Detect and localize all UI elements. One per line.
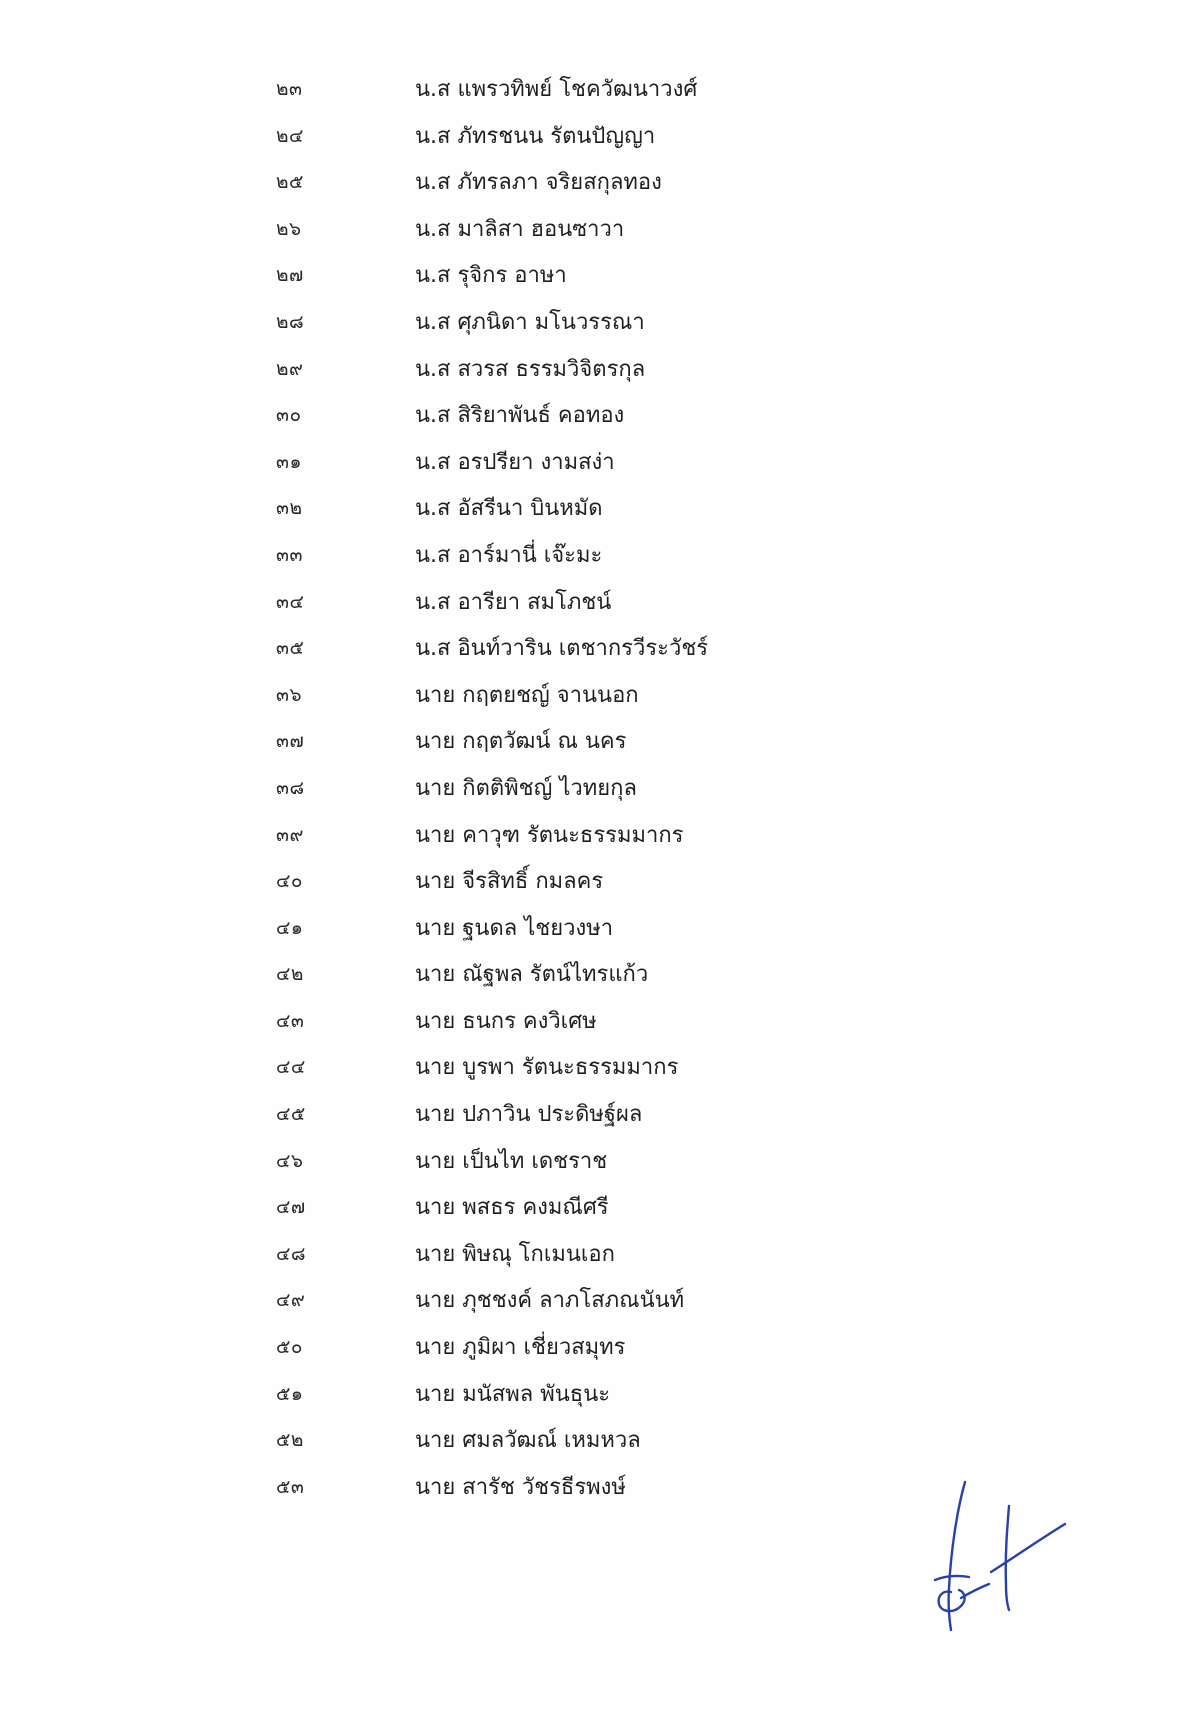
list-item <box>0 1279 1204 1326</box>
entry-name: นาย พิษณุ โกเมนเอก <box>415 1241 615 1267</box>
entry-number: ๒๘ <box>276 310 305 333</box>
entry-number: ๓๐ <box>276 404 302 427</box>
entry-number: ๓๗ <box>276 730 305 753</box>
entry-number: ๔๘ <box>276 1242 307 1265</box>
signature-stroke-1 <box>949 1482 965 1630</box>
entry-name: นาย ธนกร คงวิเศษ <box>415 1008 597 1034</box>
entry-number: ๒๖ <box>276 217 302 240</box>
list-item <box>0 68 1204 115</box>
entry-number: ๔๗ <box>276 1196 306 1219</box>
list-item <box>0 1140 1204 1187</box>
entry-name: นาย ศมลวัฒณ์ เหมหวล <box>415 1428 641 1454</box>
entry-number: ๒๔ <box>276 124 304 147</box>
list-item <box>0 860 1204 907</box>
entry-name: นาย กฤตวัฒน์ ณ นคร <box>415 729 627 755</box>
list-item <box>0 1046 1204 1093</box>
entry-number: ๕๓ <box>276 1475 305 1498</box>
entry-name: นาย มนัสพล พันธุนะ <box>415 1381 611 1407</box>
entry-name: นาย ปภาวิน ประดิษฐ์ผล <box>415 1102 643 1128</box>
list-item <box>0 254 1204 301</box>
list-item <box>0 1326 1204 1373</box>
entry-number: ๔๔ <box>276 1056 306 1079</box>
entry-number: ๓๓ <box>276 543 303 566</box>
list-item <box>0 1419 1204 1466</box>
name-list <box>0 68 1204 1512</box>
entry-number: ๓๑ <box>276 450 303 473</box>
list-item <box>0 208 1204 255</box>
list-item <box>0 627 1204 674</box>
entry-number: ๓๘ <box>276 776 305 799</box>
signature-image <box>905 1480 1075 1640</box>
list-item <box>0 441 1204 488</box>
entry-name: น.ส มาลิสา ฮอนซาวา <box>415 216 625 242</box>
entry-number: ๓๖ <box>276 683 303 706</box>
entry-name: นาย พสธร คงมณีศรี <box>415 1195 609 1221</box>
entry-name: นาย บูรพา รัตนะธรรมมากร <box>415 1055 679 1081</box>
entry-number: ๕๒ <box>276 1429 304 1452</box>
list-item <box>0 1373 1204 1420</box>
entry-name: น.ส สิริยาพันธ์ คอทอง <box>415 403 625 429</box>
entry-number: ๓๕ <box>276 637 305 660</box>
signature-stroke-3 <box>939 1590 965 1611</box>
entry-name: นาย สารัช วัชรธีรพงษ์ <box>415 1474 626 1500</box>
signature-stroke-5 <box>1006 1506 1009 1610</box>
list-item <box>0 814 1204 861</box>
list-item <box>0 720 1204 767</box>
signature-stroke-4 <box>961 1584 989 1598</box>
entry-name: น.ส ภัทรชนน รัตนปัญญา <box>415 123 656 149</box>
entry-name: นาย กฤตยชญ์ จานนอก <box>415 682 639 708</box>
entry-name: น.ส ภัทรลภา จริยสกุลทอง <box>415 170 662 196</box>
entry-number: ๔๑ <box>276 916 304 939</box>
entry-name: น.ส อรปรียา งามสง่า <box>415 449 615 475</box>
list-item <box>0 348 1204 395</box>
list-item <box>0 394 1204 441</box>
entry-number: ๔๖ <box>276 1149 304 1172</box>
entry-number: ๒๙ <box>276 357 304 380</box>
entry-number: ๓๔ <box>276 590 305 613</box>
list-item <box>0 301 1204 348</box>
signature-stroke-6 <box>991 1524 1065 1572</box>
entry-number: ๒๓ <box>276 78 303 100</box>
entry-number: ๓๒ <box>276 497 303 520</box>
entry-name: นาย เป็นไท เดชราช <box>415 1148 608 1174</box>
entry-name: นาย ภูมิผา เชี่ยวสมุทร <box>415 1335 626 1361</box>
entry-name: นาย ฐนดล ไชยวงษา <box>415 915 614 941</box>
entry-name: น.ส อาร์มานี่ เจ๊ะมะ <box>415 542 603 568</box>
entry-name: นาย จีรสิทธิ์ กมลคร <box>415 869 604 895</box>
entry-name: น.ส แพรวทิพย์ โชควัฒนาวงศ์ <box>415 77 698 102</box>
entry-name: น.ส อินท์วาริน เตชากรวีระวัชร์ <box>415 636 709 662</box>
list-item <box>0 953 1204 1000</box>
entry-name: นาย ภุชชงค์ ลาภโสภณนันท์ <box>415 1288 685 1314</box>
entry-number: ๔๒ <box>276 963 304 986</box>
entry-number: ๔๙ <box>276 1289 306 1312</box>
entry-number: ๔๓ <box>276 1009 305 1032</box>
entry-name: น.ส ศุภนิดา มโนวรรณา <box>415 309 645 335</box>
entry-number: ๕๐ <box>276 1336 303 1359</box>
entry-name: น.ส สวรส ธรรมวิจิตรกุล <box>415 356 646 382</box>
list-item <box>0 1186 1204 1233</box>
entry-name: น.ส รุจิกร อาษา <box>415 263 567 289</box>
list-item <box>0 1093 1204 1140</box>
list-item <box>0 534 1204 581</box>
entry-number: ๓๙ <box>276 823 304 846</box>
entry-number: ๔๕ <box>276 1103 306 1126</box>
entry-name: นาย ณัฐพล รัตน์ไทรแก้ว <box>415 962 649 988</box>
list-item <box>0 674 1204 721</box>
list-item <box>0 907 1204 954</box>
list-item <box>0 1000 1204 1047</box>
entry-number: ๕๑ <box>276 1382 304 1405</box>
entry-name: น.ส อัสรีนา บินหมัด <box>415 496 603 522</box>
entry-number: ๒๕ <box>276 171 304 194</box>
list-item <box>0 115 1204 162</box>
entry-name: นาย กิตติพิชญ์ ไวทยกุล <box>415 775 637 801</box>
list-item <box>0 581 1204 628</box>
entry-number: ๒๗ <box>276 264 304 287</box>
entry-name: น.ส อารียา สมโภชน์ <box>415 589 612 615</box>
entry-name: นาย คาวุฑ รัตนะธรรมมากร <box>415 822 684 848</box>
list-item <box>0 767 1204 814</box>
list-item <box>0 161 1204 208</box>
signature-stroke-2 <box>935 1576 969 1580</box>
entry-number: ๔๐ <box>276 870 303 893</box>
list-item <box>0 1233 1204 1280</box>
list-item <box>0 487 1204 534</box>
